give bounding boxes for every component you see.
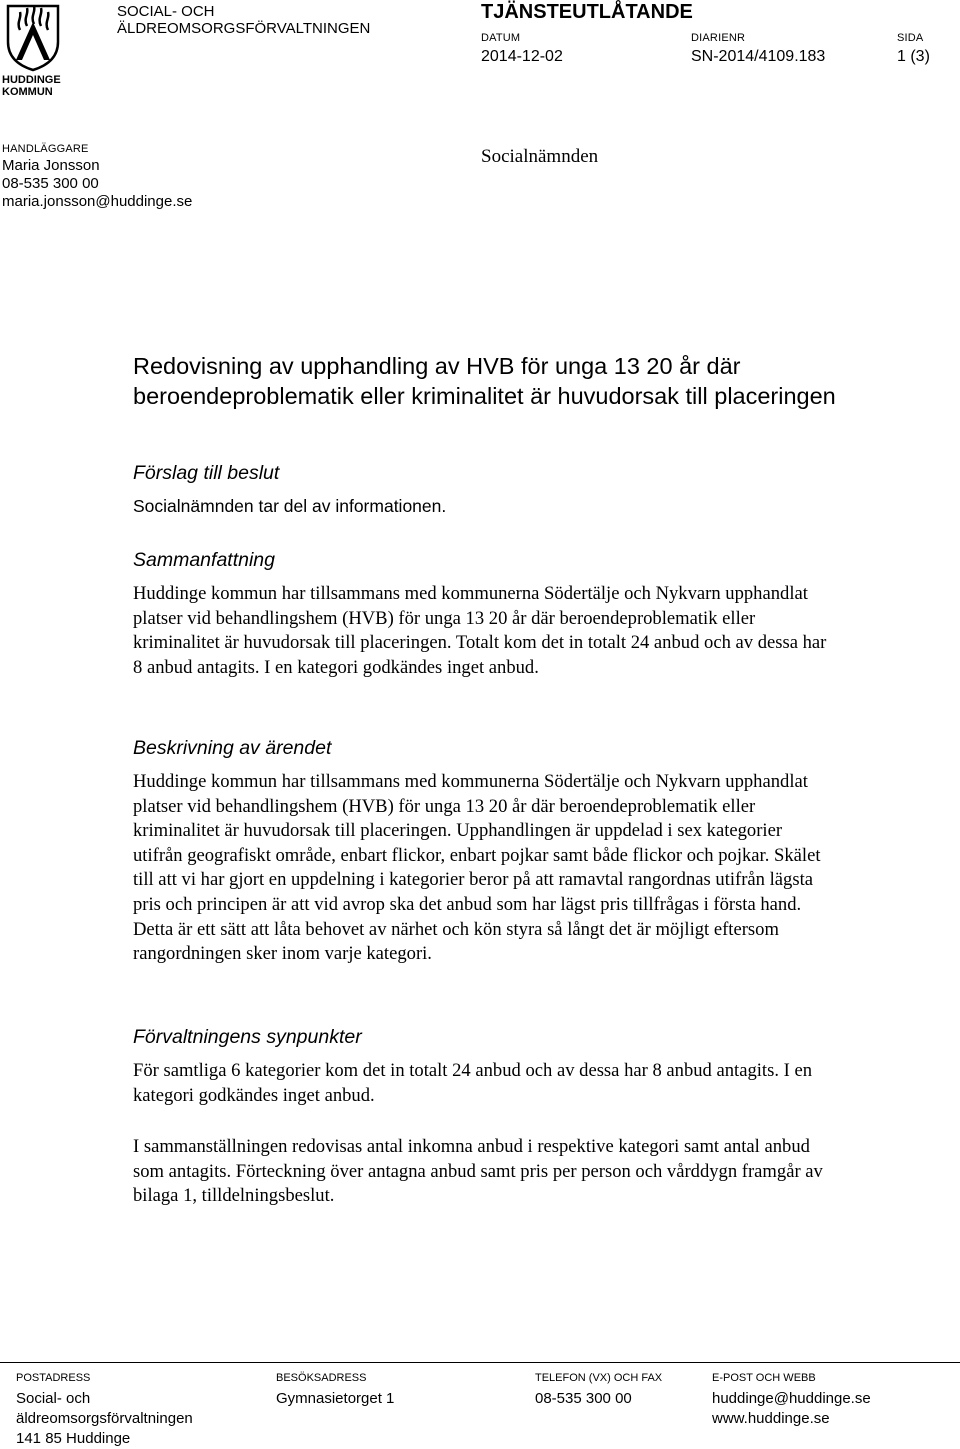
handler-name: Maria Jonsson [2, 157, 100, 174]
handler-email: maria.jonsson@huddinge.se [2, 193, 193, 210]
footer-divider [0, 1362, 960, 1363]
page-label: SIDA [897, 32, 924, 44]
viewpoints-text-1: För samtliga 6 kategorier kom det in totalt 24 anbud och av dessa har 8 anbud antagits. I en kategori godkändes inget anbud. [133, 1060, 813, 1106]
handler-label: HANDLÄGGARE [2, 143, 89, 155]
summary-heading: Sammanfattning [133, 549, 275, 571]
department-name [117, 3, 370, 37]
document-title: Redovisning av upphandling av HVB för unga 13 20 år där beroendeproblematik eller kriminalitet är huvudorsak till placeringen [133, 353, 836, 409]
handler-phone: 08-535 300 00 [2, 175, 99, 192]
document-type: TJÄNSTEUTLÅTANDE [481, 1, 693, 23]
handler-block [2, 143, 192, 211]
recipient: Socialnämnden [481, 146, 599, 167]
email-web-label: E-POST OCH WEBB [712, 1372, 816, 1384]
diary-number-value: SN-2014/4109.183 [691, 48, 826, 65]
proposal-text: Socialnämnden tar del av informationen. [133, 496, 447, 516]
phone-fax-value: 08-535 300 00 [535, 1390, 632, 1407]
huddinge-coat-of-arms-icon [2, 2, 64, 72]
department-line2: ÄLDREOMSORGSFÖRVALTNINGEN [117, 20, 371, 37]
postal-line3: 141 85 Huddinge [16, 1430, 131, 1447]
page-value: 1 (3) [897, 48, 930, 65]
footer-website[interactable]: www.huddinge.se [712, 1410, 830, 1427]
date-value: 2014-12-02 [481, 48, 563, 65]
footer-email[interactable]: huddinge@huddinge.se [712, 1390, 871, 1407]
viewpoints-heading: Förvaltningens synpunkter [133, 1026, 362, 1048]
logo-name-line1: HUDDINGE [2, 74, 61, 86]
postal-line1: Social- och [16, 1390, 91, 1407]
postal-address [16, 1389, 193, 1449]
viewpoints-text-2: I sammanställningen redovisas antal inkomna anbud i respektive kategori samt antal anbud som antagits. Förteckning över antagna anbud samt pris per person och vårddygn framgår av bilaga 1, tilldelningsbeslut. [133, 1136, 823, 1207]
visit-address-label: BESÖKSADRESS [276, 1372, 367, 1384]
postal-address-label: POSTADRESS [16, 1372, 91, 1384]
phone-fax-label: TELEFON (VX) OCH FAX [535, 1372, 663, 1384]
date-label: DATUM [481, 32, 521, 44]
visit-address: Gymnasietorget 1 [276, 1390, 395, 1407]
logo-name-line2: KOMMUN [2, 86, 53, 98]
postal-line2: äldreomsorgsförvaltningen [16, 1410, 193, 1427]
diary-number-label: DIARIENR [691, 32, 746, 44]
department-line1: SOCIAL- OCH [117, 3, 215, 20]
summary-text: Huddinge kommun har tillsammans med kommunerna Södertälje och Nykvarn upphandlat platser vid behandlingshem (HVB) för unga 13 20 år där beroendeproblematik eller kriminalitet är huvudorsak till placeringen. Totalt kom det in totalt 24 anbud och av dessa har 8 anbud antagits. I en kategori godkändes inget anbud. [133, 583, 827, 678]
description-heading: Beskrivning av ärendet [133, 737, 332, 759]
email-web [712, 1389, 871, 1429]
proposal-heading: Förslag till beslut [133, 462, 280, 484]
description-text: Huddinge kommun har tillsammans med kommunerna Södertälje och Nykvarn upphandlat platser vid behandlingshem (HVB) för unga 13 20 år där beroendeproblematik eller kriminalitet är huvudorsak till placeringen. Upphandlingen är uppdelad i sex kategorier utifrån geografiskt område, enbart flickor, enbart pojkar samt både flickor och pojkar. Skälet till att vi har gjort en uppdelning i kategorier beror på att ramavtal rangordnas utifrån lägsta pris och principen är att vid avrop ska det anbud som har lägst pris tillfrågas i första hand. Detta är ett sätt att låta behovet av närhet och kön styra så långt det är möjligt eftersom rangordningen sker inom varje kategori. [133, 771, 821, 965]
